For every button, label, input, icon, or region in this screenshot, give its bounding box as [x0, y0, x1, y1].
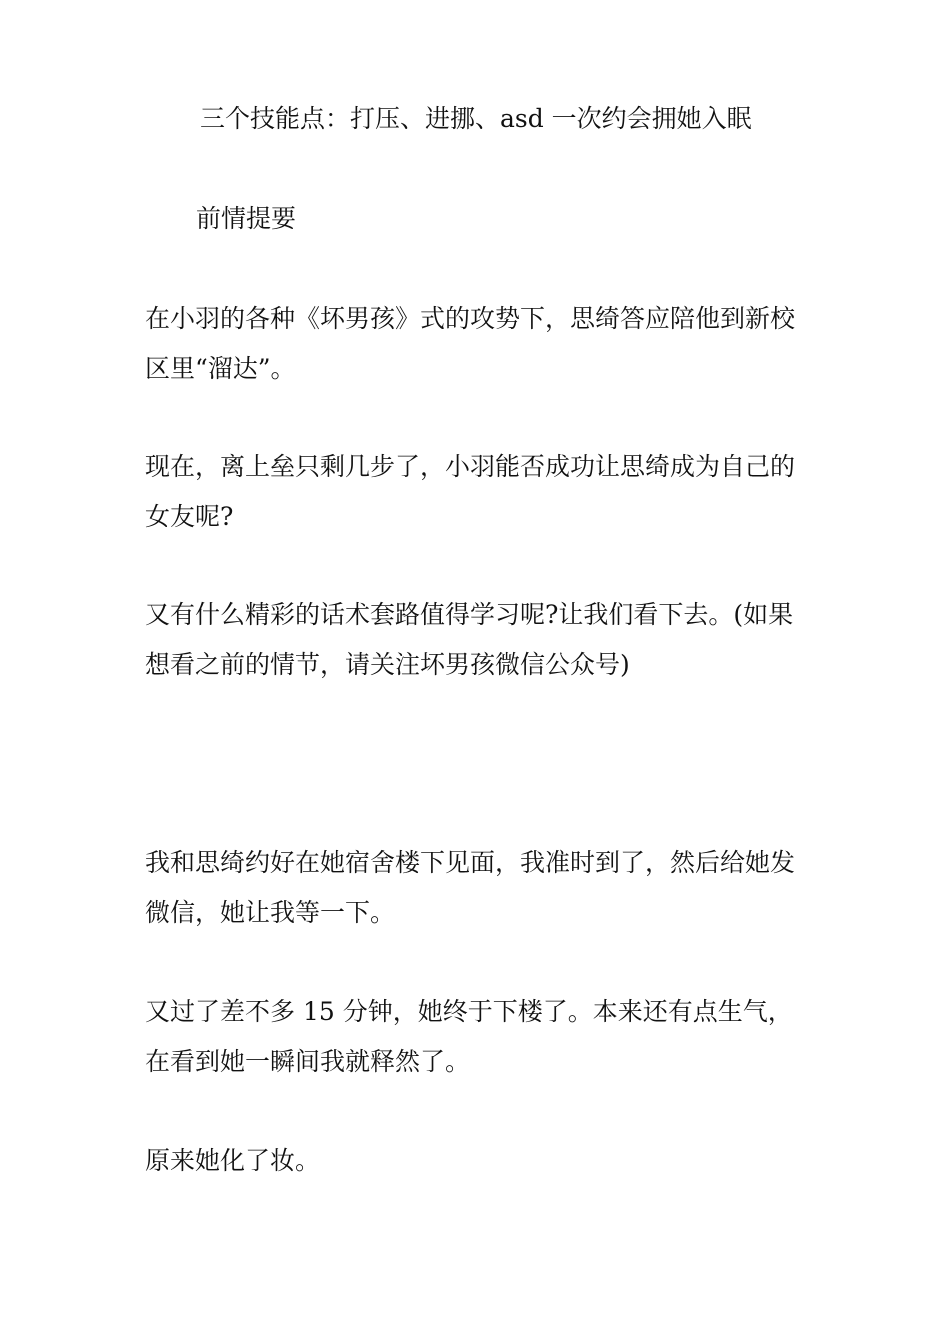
paragraph-line: 想看之前的情节，请关注坏男孩微信公众号) [145, 650, 630, 679]
paragraph-line: 在小羽的各种《坏男孩》式的攻势下，思绮答应陪他到新校 [145, 304, 796, 333]
paragraph-line: 微信，她让我等一下。 [145, 898, 396, 927]
paragraph-line: 我和思绮约好在她宿舍楼下见面，我准时到了，然后给她发 [145, 848, 796, 877]
paragraph-line: 现在，离上垒只剩几步了，小羽能否成功让思绮成为自己的 [145, 452, 796, 481]
paragraph-6 [145, 1136, 815, 1186]
paragraph-1 [145, 294, 815, 394]
paragraph-line: 又过了差不多 15 分钟，她终于下楼了。本来还有点生气， [145, 997, 793, 1026]
document-title: 三个技能点：打压、进挪、asd 一次约会拥她入眠 [200, 104, 752, 133]
paragraph-line: 原来她化了妆。 [145, 1146, 321, 1175]
section-heading: 前情提要 [196, 204, 297, 233]
paragraph-line: 在看到她一瞬间我就释然了。 [145, 1047, 471, 1076]
paragraph-line: 又有什么精彩的话术套路值得学习呢?让我们看下去。(如果 [145, 600, 794, 629]
paragraph-5 [145, 987, 815, 1087]
paragraph-line: 女友呢? [145, 502, 234, 531]
paragraph-3 [145, 590, 815, 690]
paragraph-2 [145, 442, 815, 542]
paragraph-line: 区里“溜达”。 [145, 354, 296, 383]
paragraph-4 [145, 838, 815, 938]
